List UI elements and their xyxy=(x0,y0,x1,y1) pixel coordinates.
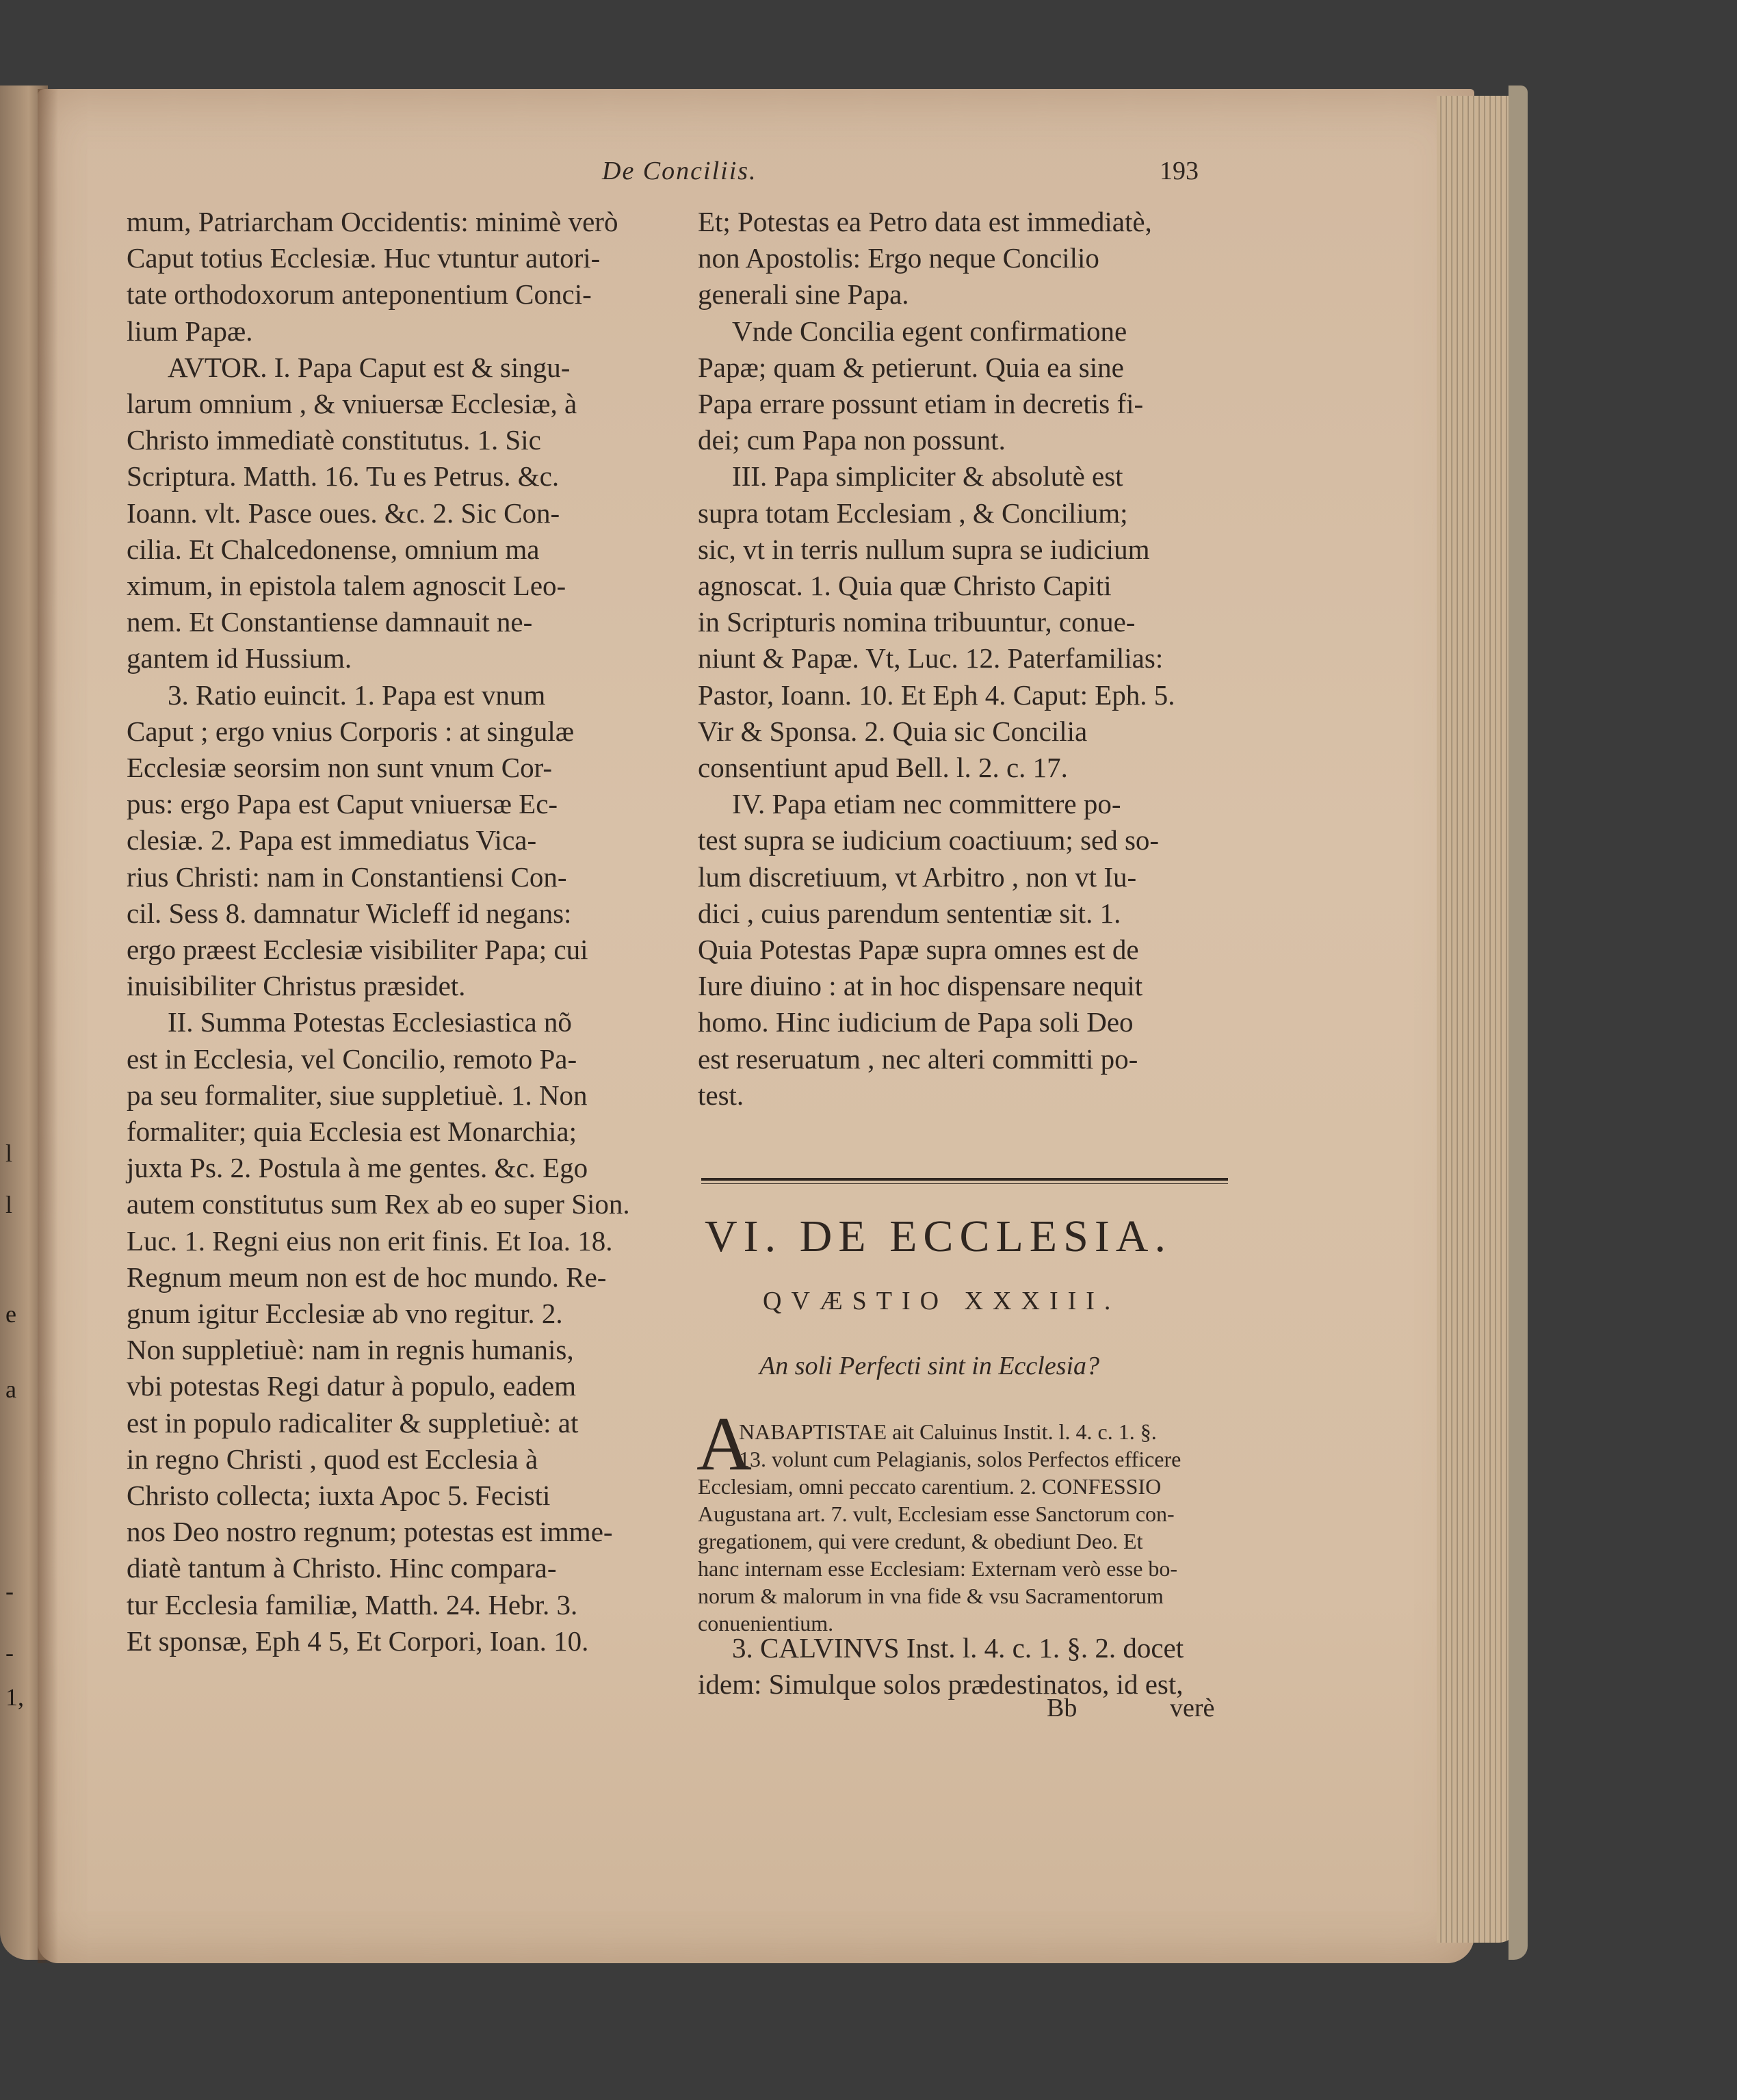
margin-mark: - xyxy=(5,1639,14,1666)
text-line: test supra se iudicium coactiuum; sed so- xyxy=(698,824,1160,856)
text-line: agnoscat. 1. Quia quæ Christo Capiti xyxy=(698,570,1112,601)
text-line: tate orthodoxorum anteponentium Conci- xyxy=(127,278,592,311)
text-line: Quia Potestas Papæ supra omnes est de xyxy=(698,934,1139,965)
text-line: generali sine Papa. xyxy=(698,278,909,311)
text-line: est reseruatum , nec alteri committi po- xyxy=(698,1042,1138,1075)
text-line: Pastor, Ioann. 10. Et Eph 4. Caput: Eph. 5. xyxy=(698,679,1175,711)
text-line: hanc internam esse Ecclesiam: Externam verò esse bo- xyxy=(698,1556,1178,1581)
text-line: Ioann. vlt. Pasce oues. &c. 2. Sic Con- xyxy=(127,497,560,529)
drop-cap: A xyxy=(696,1402,752,1486)
text-line: pa seu formaliter, siue suppletiuè. 1. Non xyxy=(127,1079,588,1111)
margin-mark: 1, xyxy=(5,1683,24,1711)
text-line: larum omnium , & vniuersæ Ecclesiæ, à xyxy=(127,388,577,419)
text-line: Iure diuino : at in hoc dispensare nequit xyxy=(698,970,1143,1002)
catchword: verè xyxy=(1170,1694,1215,1722)
text-line: non Apostolis: Ergo neque Concilio xyxy=(698,242,1099,274)
text-line: Christo collecta; iuxta Apoc 5. Fecisti xyxy=(127,1480,551,1511)
text-line: autem constitutus sum Rex ab eo super Sion. xyxy=(127,1188,630,1220)
text-line: 3. CALVINVS Inst. l. 4. c. 1. §. 2. docet xyxy=(732,1632,1184,1664)
text-line: Vir & Sponsa. 2. Quia sic Concilia xyxy=(698,715,1088,747)
text-line: sic, vt in terris nullum supra se iudicium xyxy=(698,533,1150,565)
text-line: formaliter; quia Ecclesia est Monarchia; xyxy=(127,1116,577,1147)
question-heading: QVÆSTIO XXXIII. xyxy=(763,1287,1121,1315)
text-line: Ecclesiam, omni peccato carentium. 2. CONFESSIO xyxy=(698,1474,1162,1499)
text-line: dici , cuius parendum sententiæ sit. 1. xyxy=(698,897,1121,929)
margin-mark: e xyxy=(5,1300,16,1328)
text-line: Regnum meum non est de hoc mundo. Re- xyxy=(127,1261,607,1293)
text-line: gnum igitur Ecclesiæ ab vno regitur. 2. xyxy=(127,1298,563,1329)
text-line: nem. Et Constantiense damnauit ne- xyxy=(127,606,533,638)
text-line: tur Ecclesia familiæ, Matth. 24. Hebr. 3. xyxy=(127,1588,578,1620)
text-line: inuisibiliter Christus præsidet. xyxy=(127,970,466,1002)
running-head: De Conciliis. xyxy=(602,157,757,185)
text-line: 3. Ratio euincit. 1. Papa est vnum xyxy=(168,679,546,711)
question-title: An soli Perfecti sint in Ecclesia? xyxy=(759,1352,1100,1380)
text-line: test. xyxy=(698,1079,744,1111)
text-line: Christo immediatè constitutus. 1. Sic xyxy=(127,424,541,456)
text-line: mum, Patriarcham Occidentis: minimè verò xyxy=(127,206,618,237)
text-line: Vnde Concilia egent confirmatione xyxy=(732,315,1127,347)
section-heading: VI. DE ECCLESIA. xyxy=(705,1211,1172,1261)
margin-mark: a xyxy=(5,1376,16,1403)
signature-mark: Bb xyxy=(1047,1694,1078,1722)
text-line: 13. volunt cum Pelagianis, solos Perfectos efficere xyxy=(739,1447,1181,1471)
text-line: est in populo radicaliter & suppletiuè: at xyxy=(127,1406,579,1439)
text-line: in Scripturis nomina tribuuntur, conue- xyxy=(698,606,1136,638)
page-number: 193 xyxy=(1160,157,1199,185)
text-line: homo. Hinc iudicium de Papa soli Deo xyxy=(698,1006,1134,1038)
text-line: Scriptura. Matth. 16. Tu es Petrus. &c. xyxy=(127,460,560,493)
page-gutter-shadow xyxy=(38,89,58,1963)
book-cover-edge xyxy=(1509,86,1528,1960)
text-line: IV. Papa etiam nec committere po- xyxy=(732,788,1121,820)
text-line: III. Papa simpliciter & absolutè est xyxy=(732,460,1123,493)
text-line: cil. Sess 8. damnatur Wicleff id negans: xyxy=(127,897,572,929)
text-line: gregationem, qui vere credunt, & obediunt Deo. Et xyxy=(698,1529,1143,1553)
text-line: vbi potestas Regi datur à populo, eadem xyxy=(127,1370,576,1402)
text-line: nos Deo nostro regnum; potestas est imme- xyxy=(127,1516,613,1548)
text-line: ergo præest Ecclesiæ visibiliter Papa; cui xyxy=(127,934,588,965)
text-line: lium Papæ. xyxy=(127,315,253,347)
text-line: AVTOR. I. Papa Caput est & singu- xyxy=(168,351,571,383)
text-line: Caput totius Ecclesiæ. Huc vtuntur autori- xyxy=(127,242,601,274)
text-line: Et sponsæ, Eph 4 5, Et Corpori, Ioan. 10. xyxy=(127,1625,589,1657)
text-line: supra totam Ecclesiam , & Concilium; xyxy=(698,497,1128,529)
section-rule-thin xyxy=(701,1183,1228,1184)
text-line: dei; cum Papa non possunt. xyxy=(698,424,1006,456)
text-line: juxta Ps. 2. Postula à me gentes. &c. Ego xyxy=(127,1152,588,1184)
text-line: norum & malorum in vna fide & vsu Sacramentorum xyxy=(698,1584,1164,1608)
text-line: ximum, in epistola talem agnoscit Leo- xyxy=(127,570,566,601)
text-line: II. Summa Potestas Ecclesiastica nõ xyxy=(168,1006,572,1038)
text-line: lum discretiuum, vt Arbitro , non vt Iu- xyxy=(698,861,1137,893)
text-line: Papa errare possunt etiam in decretis fi- xyxy=(698,388,1144,419)
text-line: Papæ; quam & petierunt. Quia ea sine xyxy=(698,351,1124,383)
text-line: rius Christi: nam in Constantiensi Con- xyxy=(127,861,567,893)
text-line: clesiæ. 2. Papa est immediatus Vica- xyxy=(127,824,537,856)
text-line: Augustana art. 7. vult, Ecclesiam esse Sanctorum con- xyxy=(698,1501,1175,1526)
text-line: Caput ; ergo vnius Corporis : at singulæ xyxy=(127,715,575,747)
text-line: cilia. Et Chalcedonense, omnium ma xyxy=(127,533,540,565)
section-rule xyxy=(701,1178,1228,1181)
text-line: Non suppletiuè: nam in regnis humanis, xyxy=(127,1334,574,1366)
text-line: diatè tantum à Christo. Hinc compara- xyxy=(127,1552,557,1584)
text-line: conuenientium. xyxy=(698,1611,834,1636)
text-line: gantem id Hussium. xyxy=(127,642,352,674)
text-line: est in Ecclesia, vel Concilio, remoto Pa- xyxy=(127,1042,577,1075)
margin-mark: l xyxy=(5,1191,13,1218)
text-line: pus: ergo Papa est Caput vniuersæ Ec- xyxy=(127,788,558,820)
text-line: idem: Simulque solos prædestinatos, id est, xyxy=(698,1668,1184,1700)
text-line: consentiunt apud Bell. l. 2. c. 17. xyxy=(698,752,1068,783)
text-line: niunt & Papæ. Vt, Luc. 12. Paterfamilias: xyxy=(698,642,1164,674)
text-line: Et; Potestas ea Petro data est immediatè, xyxy=(698,206,1152,237)
text-line: NABAPTISTAE ait Caluinus Instit. l. 4. c. 1. §. xyxy=(739,1419,1157,1444)
margin-mark: l xyxy=(5,1140,13,1167)
margin-mark: - xyxy=(5,1577,14,1605)
text-line: Ecclesiæ seorsim non sunt vnum Cor- xyxy=(127,752,553,783)
text-line: Luc. 1. Regni eius non erit finis. Et Ioa. 18. xyxy=(127,1224,613,1257)
book-page-edges xyxy=(1437,96,1519,1943)
text-line: in regno Christi , quod est Ecclesia à xyxy=(127,1443,538,1475)
